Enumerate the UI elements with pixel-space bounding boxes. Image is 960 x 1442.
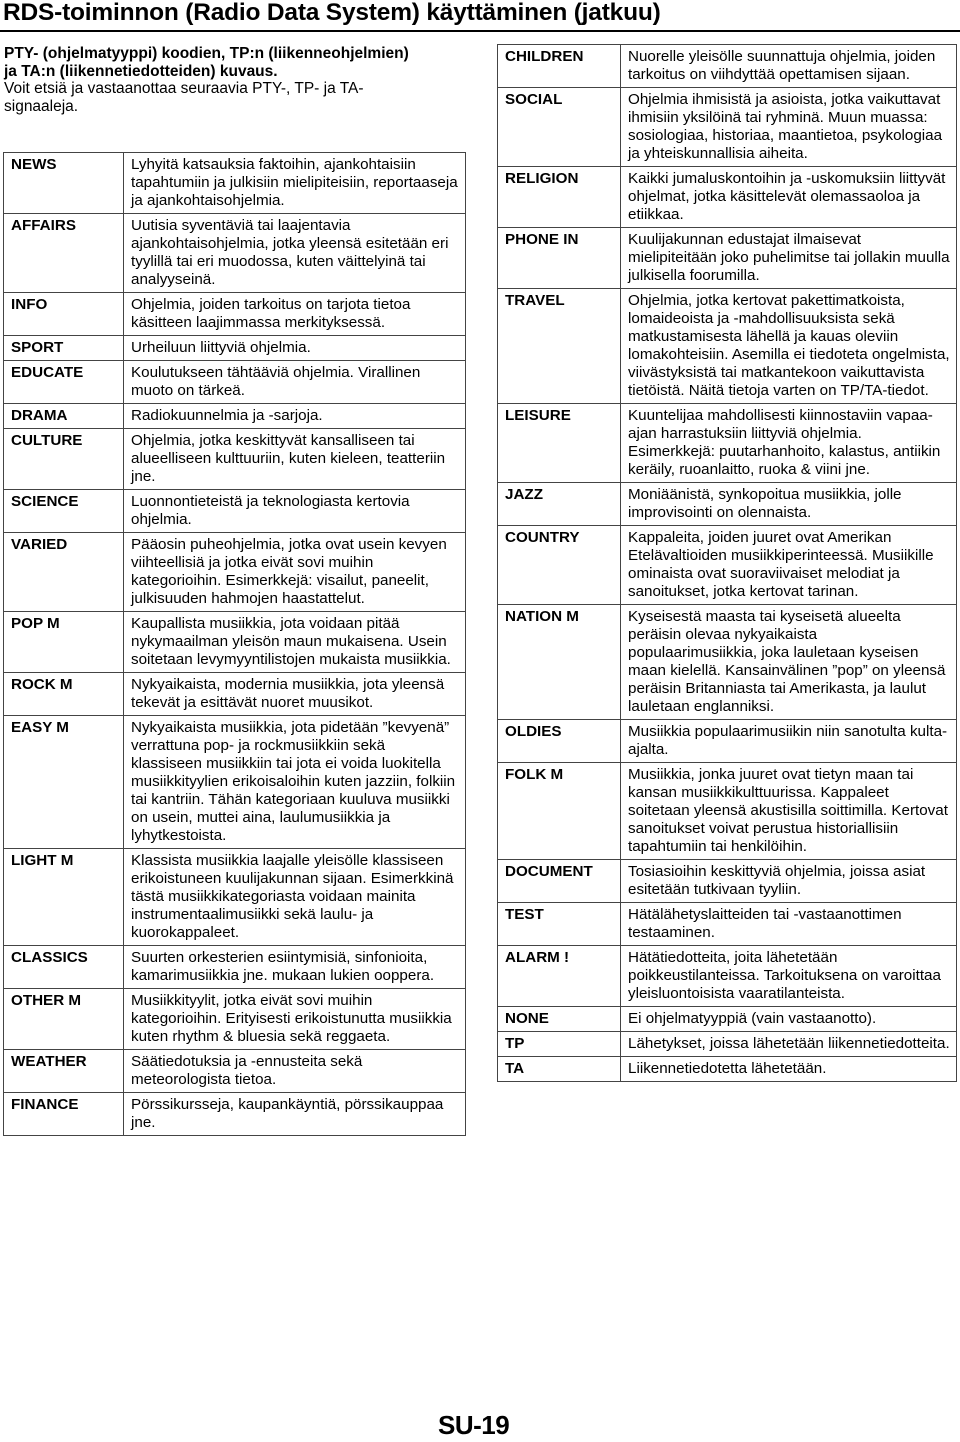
pty-description: Hätälähetyslaitteiden tai -vastaanottimen testaaminen. [621, 903, 957, 946]
pty-description: Suurten orkesterien esiintymisiä, sinfonioita, kamarimusiikkia jne. mukaan lukien ooppera. [124, 946, 466, 989]
pty-description: Nykyaikaista musiikkia, jota pidetään ”kevyenä” verrattuna pop- ja rockmusiikkiin sekä klassiseen musiikkiin tai jota ei voida luokitella musiikkityylien erikoisaloihin kuten jazziin, folkiin tai kantriin. Tähän kategoriaan kuuluva musiikki on usein, muttei aina, laulumusiikkia ja lyhytkestoista. [124, 716, 466, 849]
table-row [498, 720, 957, 763]
table-row [498, 526, 957, 605]
table-row [498, 404, 957, 483]
pty-table-right-body [498, 45, 957, 1082]
pty-description: Lyhyitä katsauksia faktoihin, ajankohtaisiin tapahtumiin ja julkisiin mielipiteisiin, reportaaseja ja ajankohtaisohjelmia. [124, 153, 466, 214]
pty-table-left-body [4, 153, 466, 1136]
table-row [498, 763, 957, 860]
pty-code: COUNTRY [498, 526, 621, 605]
table-row [498, 605, 957, 720]
table-row [4, 153, 466, 214]
pty-code: WEATHER [4, 1050, 124, 1093]
table-row [498, 946, 957, 1007]
pty-code: AFFAIRS [4, 214, 124, 293]
table-row [4, 429, 466, 490]
pty-description: Ohjelmia, joiden tarkoitus on tarjota tietoa käsitteen laajimmassa merkityksessä. [124, 293, 466, 336]
pty-code: EASY M [4, 716, 124, 849]
table-row [498, 167, 957, 228]
pty-code: DOCUMENT [498, 860, 621, 903]
table-row [4, 716, 466, 849]
pty-description: Kaikki jumaluskontoihin ja -uskomuksiin liittyvät ohjelmat, jotka käsittelevät olemassaoloa ja etiikkaa. [621, 167, 957, 228]
table-row [498, 483, 957, 526]
pty-code: TEST [498, 903, 621, 946]
intro-text: Voit etsiä ja vastaanottaa seuraavia PTY-, TP- ja TA-signaaleja. [4, 80, 364, 115]
intro [4, 45, 424, 115]
table-row [4, 293, 466, 336]
table-row [4, 361, 466, 404]
table-row [4, 533, 466, 612]
pty-code: JAZZ [498, 483, 621, 526]
pty-description: Urheiluun liittyviä ohjelmia. [124, 336, 466, 361]
pty-description: Musiikkityylit, jotka eivät sovi muihin kategorioihin. Erityisesti erikoistunutta musiikkia kuten rhythm & bluesia sekä reggaeta. [124, 989, 466, 1050]
pty-code: NATION M [498, 605, 621, 720]
pty-description: Klassista musiikkia laajalle yleisölle klassiseen erikoistuneen kuulijakunnan sijaan. Esimerkkinä tästä musiikkikategoriasta voidaan mainita instrumentaalimusiikki sekä laulu- ja kuorokappaleet. [124, 849, 466, 946]
pty-code: TP [498, 1032, 621, 1057]
pty-description: Musiikkia populaarimusiikin niin sanotulta kulta-ajalta. [621, 720, 957, 763]
table-row [4, 989, 466, 1050]
pty-code: RELIGION [498, 167, 621, 228]
pty-code: CHILDREN [498, 45, 621, 88]
pty-code: FINANCE [4, 1093, 124, 1136]
table-row [4, 1050, 466, 1093]
table-row [4, 404, 466, 429]
pty-code: TA [498, 1057, 621, 1082]
pty-description: Tosiasioihin keskittyviä ohjelmia, joissa asiat esitetään tutkivaan tyyliin. [621, 860, 957, 903]
pty-code: OTHER M [4, 989, 124, 1050]
pty-description: Musiikkia, jonka juuret ovat tietyn maan tai kansan musiikkikulttuurissa. Kappaleet soitetaan yleensä akustisilla soittimilla. Kertovat sanoitukset voivat perustua historiallisiin tapahtumiin tai henkilöihin. [621, 763, 957, 860]
pty-description: Nuorelle yleisölle suunnattuja ohjelmia, joiden tarkoitus on viihdyttää opettamisen sijaan. [621, 45, 957, 88]
title-bar [0, 0, 960, 32]
pty-description: Luonnontieteistä ja teknologiasta kertovia ohjelmia. [124, 490, 466, 533]
pty-code: CLASSICS [4, 946, 124, 989]
pty-code: NEWS [4, 153, 124, 214]
table-row [498, 228, 957, 289]
pty-code: PHONE IN [498, 228, 621, 289]
table-row [498, 45, 957, 88]
pty-description: Ohjelmia, jotka kertovat pakettimatkoista, lomaideoista ja -mahdollisuuksista sekä matkustamisesta lähellä ja kauas oleviin lomakohteisiin. Asemilla ei tiedoteta ongelmista, viivästyksistä tai matkantekoon vaikuttavista tietöistä. Näitä tietoja varten on TP/TA-tiedot. [621, 289, 957, 404]
pty-code: POP M [4, 612, 124, 673]
pty-code: VARIED [4, 533, 124, 612]
pty-code: SPORT [4, 336, 124, 361]
pty-description: Moniäänistä, synkopoitua musiikkia, jolle improvisointi on olennaista. [621, 483, 957, 526]
pty-code: CULTURE [4, 429, 124, 490]
pty-code: FOLK M [498, 763, 621, 860]
pty-code: LIGHT M [4, 849, 124, 946]
table-row [4, 490, 466, 533]
pty-description: Lähetykset, joissa lähetetään liikennetiedotteita. [621, 1032, 957, 1057]
pty-description: Uutisia syventäviä tai laajentavia ajankohtaisohjelmia, jotka yleensä esitetään eri tyylillä tai eri muodossa, kuten väittelyinä tai analyyseinä. [124, 214, 466, 293]
pty-code: LEISURE [498, 404, 621, 483]
pty-description: Nykyaikaista, modernia musiikkia, jota yleensä tekevät ja esittävät nuoret muusikot. [124, 673, 466, 716]
table-row [498, 1032, 957, 1057]
pty-description: Ohjelmia ihmisistä ja asioista, jotka vaikuttavat ihmisiin yksilöinä tai ryhminä. Muun muassa: sosiologiaa, historiaa, maantietoa, psykologiaa ja yhteiskunnallisia aiheita. [621, 88, 957, 167]
table-row [4, 336, 466, 361]
table-row [498, 88, 957, 167]
table-row [498, 860, 957, 903]
pty-description: Säätiedotuksia ja -ennusteita sekä meteorologista tietoa. [124, 1050, 466, 1093]
pty-code: TRAVEL [498, 289, 621, 404]
pty-description: Liikennetiedotetta lähetetään. [621, 1057, 957, 1082]
pty-description: Pääosin puheohjelmia, jotka ovat usein kevyen viihteellisiä ja jotka eivät sovi muihin kategorioihin. Esimerkkejä: visailut, paneelit, julkisuuden hahmojen haastattelut. [124, 533, 466, 612]
table-row [498, 1007, 957, 1032]
pty-code: SOCIAL [498, 88, 621, 167]
pty-code: EDUCATE [4, 361, 124, 404]
page-title: RDS-toiminnon (Radio Data System) käyttäminen (jatkuu) [3, 0, 661, 26]
pty-description: Hätätiedotteita, joita lähetetään poikkeustilanteissa. Tarkoituksena on varoittaa yleisluontoisista vaaratilanteista. [621, 946, 957, 1007]
pty-code: ALARM ! [498, 946, 621, 1007]
pty-code: SCIENCE [4, 490, 124, 533]
table-row [4, 946, 466, 989]
pty-code: DRAMA [4, 404, 124, 429]
intro-heading: PTY- (ohjelmatyyppi) koodien, TP:n (liikenneohjelmien) ja TA:n (liikennetiedotteiden) kuvaus. [4, 45, 409, 80]
pty-description: Kyseisestä maasta tai kyseisetä alueelta peräisin olevaa nykyaikaista populaarimusiikkia, joka lauletaan kyseisen maan kielellä. Kansainvälinen ”pop” on yleensä peräisin Britanniasta tai Amerikasta, ja laulut lauletaan englanniksi. [621, 605, 957, 720]
pty-description: Kuuntelijaa mahdollisesti kiinnostaviin vapaa-ajan harrastuksiin liittyviä ohjelmia. Esimerkkejä: puutarhanhoito, kalastus, antiikin keräily, ruoanlaitto, ruoka & viini jne. [621, 404, 957, 483]
table-row [4, 214, 466, 293]
pty-description: Pörssikursseja, kaupankäyntiä, pörssikauppaa jne. [124, 1093, 466, 1136]
pty-description: Kaupallista musiikkia, jota voidaan pitää nykymaailman yleisön maun mukaisena. Usein soitetaan levymyyntilistojen mukaista musiikkia. [124, 612, 466, 673]
pty-code: INFO [4, 293, 124, 336]
table-row [498, 289, 957, 404]
pty-code: OLDIES [498, 720, 621, 763]
pty-description: Koulutukseen tähtääviä ohjelmia. Virallinen muoto on tärkeä. [124, 361, 466, 404]
pty-description: Radiokuunnelmia ja -sarjoja. [124, 404, 466, 429]
pty-table-right [497, 44, 957, 1082]
pty-table-left [3, 152, 466, 1136]
table-row [498, 1057, 957, 1082]
pty-description: Kuulijakunnan edustajat ilmaisevat mielipiteitään joko puhelimitse tai jollakin muulla julkisella foorumilla. [621, 228, 957, 289]
table-row [4, 1093, 466, 1136]
pty-description: Ei ohjelmatyyppiä (vain vastaanotto). [621, 1007, 957, 1032]
pty-description: Kappaleita, joiden juuret ovat Amerikan Etelävaltioiden musiikkiperinteessä. Musiikille ominaista ovat suoraviivaiset melodiat ja sanoitukset, jotka kertovat tarinan. [621, 526, 957, 605]
table-row [498, 903, 957, 946]
table-row [4, 612, 466, 673]
pty-code: NONE [498, 1007, 621, 1032]
pty-code: ROCK M [4, 673, 124, 716]
table-row [4, 849, 466, 946]
page-number: SU-19 [438, 1410, 510, 1440]
pty-description: Ohjelmia, jotka keskittyvät kansalliseen tai alueelliseen kulttuuriin, kuten kieleen, teatteriin jne. [124, 429, 466, 490]
table-row [4, 673, 466, 716]
